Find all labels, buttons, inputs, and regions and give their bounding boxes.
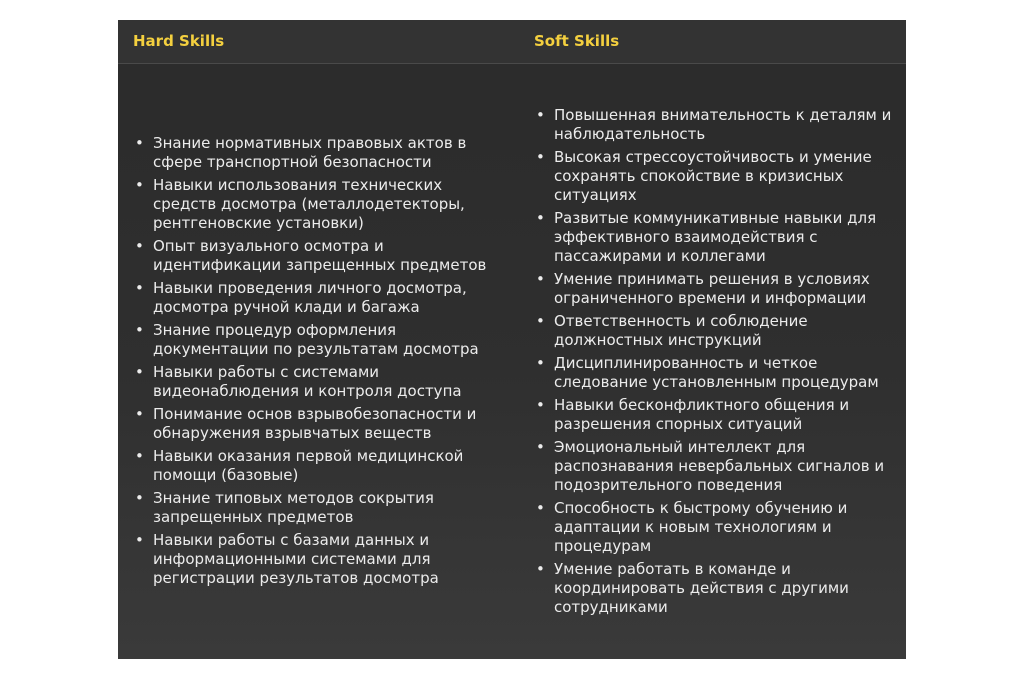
list-item: • Навыки бесконфликтного общения и разрешения спорных ситуаций — [536, 395, 850, 433]
list-item: • Навыки использования технических средств досмотра (металлодетекторы, рентгеновские установки) — [135, 176, 465, 232]
bullet-icon: • — [536, 147, 545, 166]
bullet-icon: • — [135, 321, 144, 339]
list-item: • Высокая стрессоустойчивость и умение сохранять спокойствие в кризисных ситуациях — [536, 147, 872, 204]
list-item: • Повышенная внимательность к деталям и наблюдательность — [536, 105, 892, 143]
bullet-icon: • — [135, 134, 144, 152]
hard-skills-heading: Hard Skills — [133, 32, 225, 50]
bullet-icon: • — [536, 105, 545, 124]
bullet-icon: • — [536, 311, 545, 330]
list-item: • Умение принимать решения в условиях ограниченного времени и информации — [536, 269, 870, 307]
list-item: • Умение работать в команде и координировать действия с другими сотрудниками — [536, 559, 849, 616]
bullet-icon: • — [135, 363, 144, 381]
bullet-icon: • — [135, 447, 144, 465]
bullet-icon: • — [536, 498, 545, 517]
skills-table — [118, 20, 906, 659]
bullet-icon: • — [135, 405, 144, 423]
bullet-icon: • — [536, 208, 545, 227]
list-item: • Знание нормативных правовых актов в сфере транспортной безопасности — [135, 134, 467, 171]
list-item: • Навыки работы с системами видеонаблюдения и контроля доступа — [135, 363, 462, 400]
list-item: • Ответственность и соблюдение должностных инструкций — [536, 311, 808, 349]
bullet-icon: • — [135, 176, 144, 194]
soft-skills-heading: Soft Skills — [534, 32, 620, 50]
list-item: • Способность к быстрому обучению и адаптации к новым технологиям и процедурам — [536, 498, 848, 555]
soft-skills-list — [534, 106, 896, 617]
list-item: • Опыт визуального осмотра и идентификации запрещенных предметов — [135, 237, 487, 274]
bullet-icon: • — [135, 489, 144, 507]
list-item: • Знание процедур оформления документации по результатам досмотра — [135, 321, 479, 358]
bullet-icon: • — [536, 269, 545, 288]
bullet-icon: • — [536, 353, 545, 372]
list-item: • Понимание основ взрывобезопасности и обнаружения взрывчатых веществ — [135, 405, 477, 442]
list-item: • Знание типовых методов сокрытия запрещенных предметов — [135, 489, 434, 526]
hard-skills-column — [133, 63, 503, 659]
list-item: • Навыки работы с базами данных и информационными системами для регистрации результатов досмотра — [135, 531, 439, 587]
bullet-icon: • — [536, 559, 545, 578]
list-item: • Эмоциональный интеллект для распознавания невербальных сигналов и подозрительного поведения — [536, 437, 885, 494]
list-item: • Развитые коммуникативные навыки для эффективного взаимодействия с пассажирами и коллегами — [536, 208, 877, 265]
bullet-icon: • — [135, 531, 144, 549]
hard-skills-list — [133, 134, 503, 588]
table-header — [118, 20, 906, 64]
bullet-icon: • — [536, 395, 545, 414]
list-item: • Навыки проведения личного досмотра, досмотра ручной клади и багажа — [135, 279, 467, 316]
bullet-icon: • — [135, 279, 144, 297]
bullet-icon: • — [135, 237, 144, 255]
list-item: • Дисциплинированность и четкое следование установленным процедурам — [536, 353, 879, 391]
list-item: • Навыки оказания первой медицинской помощи (базовые) — [135, 447, 464, 484]
soft-skills-column — [534, 63, 896, 659]
bullet-icon: • — [536, 437, 545, 456]
